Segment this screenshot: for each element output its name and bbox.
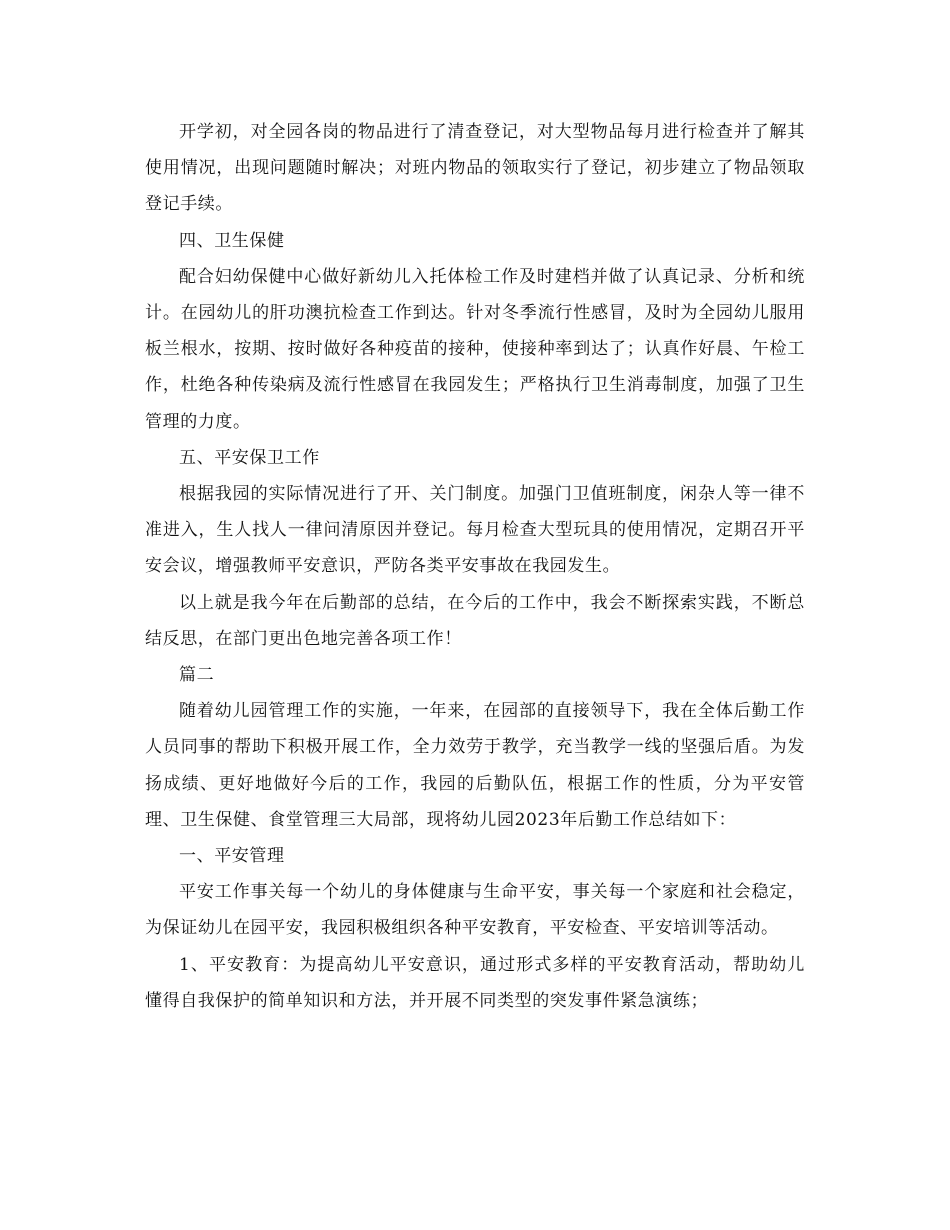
section-heading-safety: 一、平安管理 [179, 846, 285, 867]
paragraph: 平安工作事关每一个幼儿的身体健康与生命平安，事关每一个家庭和社会稳定，为保证幼儿在园平安，我园积极组织各种平安教育，平安检查、平安培训等活动。 [145, 882, 805, 939]
paragraph: 根据我园的实际情况进行了开、关门制度。加强门卫值班制度，闲杂人等一律不准进入，生人找人一律问清原因并登记。每月检查大型玩具的使用情况，定期召开平安会议，增强教师平安意识，严防各类平安事故在我园发生。 [145, 484, 805, 577]
paragraph: 以上就是我今年在后勤部的总结，在今后的工作中，我会不断探索实践，不断总结反思，在部门更出色地完善各项工作！ [145, 592, 805, 649]
paragraph: 随着幼儿园管理工作的实施，一年来，在园部的直接领导下，我在全体后勤工作人员同事的帮助下积极开展工作，全力效劳于教学，充当教学一线的坚强后盾。为发扬成绩、更好地做好今后的工作，我园的后勤队伍，根据工作的性质，分为平安管理、卫生保健、食堂管理三大局部，现将幼儿园2023年后勤工作总结如下： [145, 701, 805, 830]
section-heading-security: 五、平安保卫工作 [179, 447, 320, 468]
paragraph: 配合妇幼保健中心做好新幼儿入托体检工作及时建档并做了认真记录、分析和统计。在园幼儿的肝功澳抗检查工作到达。针对冬季流行性感冒，及时为全园幼儿服用板兰根水，按期、按时做好各种疫苗的接种，使接种率到达了；认真作好晨、午检工作，杜绝各种传染病及流行性感冒在我园发生；严格执行卫生消毒制度，加强了卫生管理的力度。 [145, 266, 805, 432]
paragraph: 开学初，对全园各岗的物品进行了清查登记，对大型物品每月进行检查并了解其使用情况，出现问题随时解决；对班内物品的领取实行了登记，初步建立了物品领取登记手续。 [145, 122, 805, 215]
document-body [145, 114, 805, 1019]
paragraph: 1、平安教育：为提高幼儿平安意识，通过形式多样的平安教育活动，帮助幼儿懂得自我保护的简单知识和方法，并开展不同类型的突发事件紧急演练； [145, 954, 805, 1011]
section-heading-hygiene: 四、卫生保健 [179, 230, 285, 251]
part-heading: 篇二 [179, 665, 215, 686]
